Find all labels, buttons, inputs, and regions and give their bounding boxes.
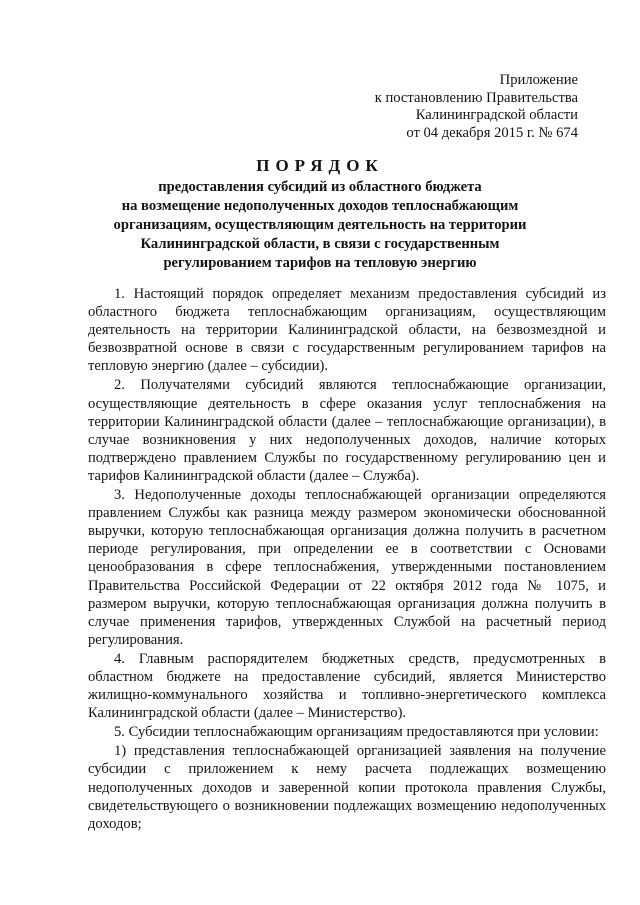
- subtitle-line-1: предоставления субсидий из областного бюджета: [158, 179, 482, 195]
- paragraph-2: 2. Получателями субсидий являются теплоснабжающие организации, осуществляющие деятельность в сфере оказания услуг теплоснабжения на территории Калининградской области (далее – теплоснабжающие организации), в случае возникновения у них недополученных доходов, наличие которых подтверждено правлением Службы по государственному регулированию цен и тарифов Калининградской области (далее – Служба).: [88, 377, 606, 484]
- document-subtitle: [90, 178, 550, 273]
- paragraph-4: 4. Главным распорядителем бюджетных средств, предусмотренных в областном бюджете на предоставление субсидий, является Министерство жилищно-коммунального хозяйства и топливно-энергетического комплекса Калининградской области (далее – Министерство).: [88, 650, 606, 722]
- subtitle-line-2: на возмещение недополученных доходов теплоснабжающим: [121, 198, 519, 214]
- subtitle-line-5: регулированием тарифов на тепловую энергию: [163, 255, 477, 271]
- appendix-line-3: Калининградской области: [415, 107, 578, 123]
- appendix-line-2: к постановлению Правительства: [374, 89, 578, 106]
- paragraph-5-item-1: 1) представления теплоснабжающей организацией заявления на получение субсидии с приложением к нему расчета подлежащих возмещению недополученных доходов и заверенной копии протокола правления Службы, свидетельствующего о возникновении подлежащих возмещению недополученных доходов;: [88, 743, 606, 832]
- paragraph-5: 5. Субсидии теплоснабжающим организациям предоставляются при условии:: [114, 724, 599, 741]
- subtitle-line-4: Калининградской области, в связи с государственным: [140, 236, 500, 252]
- appendix-line-4: от 04 декабря 2015 г. № 674: [406, 124, 578, 141]
- subtitle-line-3: организациям, осуществляющим деятельность на территории: [113, 217, 527, 233]
- appendix-block: [375, 72, 578, 142]
- appendix-line-1: Приложение: [499, 72, 578, 88]
- paragraph-3: 3. Недополученные доходы теплоснабжающей организации определяются правлением Службы как разница между размером экономически обоснованной выручки, которую теплоснабжающая организация должна получить в расчетном периоде регулирования, при определении ее в соответствии с Основами ценообразования в сфере теплоснабжения, утвержденными постановлением Правительства Российской Федерации от 22 октября 2012 года № 1075, и размером выручки, которую теплоснабжающая организация должна получить в случае применения тарифов, утвержденных Службой на расчетный период регулирования.: [88, 487, 606, 648]
- paragraph-1: 1. Настоящий порядок определяет механизм предоставления субсидий из областного бюджета теплоснабжающим организациям, осуществляющим деятельность на территории Калининградской области, на безвозмездной и безвозвратной основе в связи с государственным регулированием тарифов на тепловую энергию (далее – субсидии).: [88, 286, 606, 375]
- document-title: ПОРЯДОК: [256, 156, 384, 175]
- document-body: [88, 285, 606, 833]
